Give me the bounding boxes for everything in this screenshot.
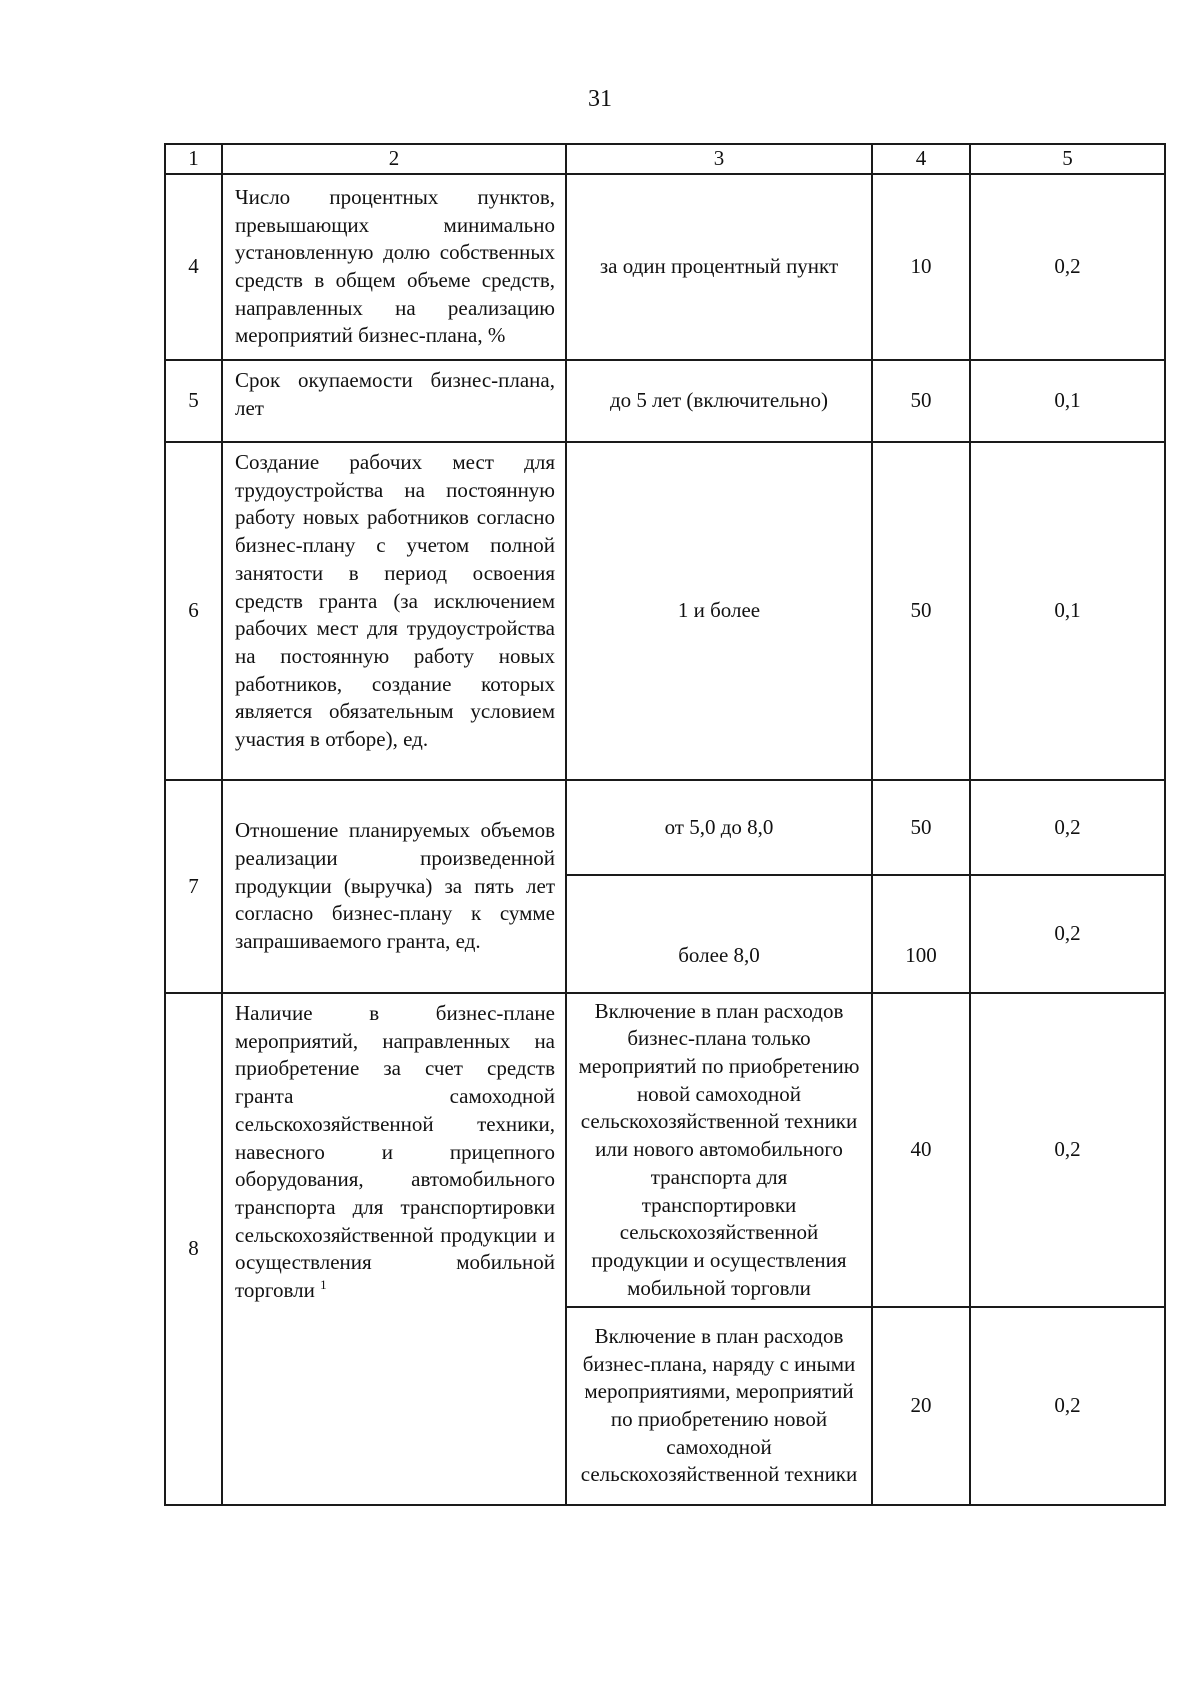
weight-cell: 0,2 (970, 875, 1165, 993)
score-cell: 50 (872, 442, 970, 780)
weight-cell: 0,2 (970, 1307, 1165, 1505)
score-cell: 50 (872, 360, 970, 442)
page-number: 31 (588, 86, 612, 112)
condition-cell: Включение в план расходов бизнес-плана, наряду с иными мероприятиями, мероприятий по приобретению новой самоходной сельскохозяйственной техники (566, 1307, 872, 1505)
row-number: 4 (165, 174, 222, 360)
criteria-table (164, 143, 1166, 1506)
header-row (165, 144, 1165, 174)
table-row (165, 780, 1165, 875)
table-row (165, 442, 1165, 780)
score-cell: 100 (872, 875, 970, 993)
condition-cell: более 8,0 (566, 875, 872, 993)
header-cell-3: 3 (566, 144, 872, 174)
weight-cell: 0,2 (970, 174, 1165, 360)
header-cell-4: 4 (872, 144, 970, 174)
row-number: 8 (165, 993, 222, 1505)
score-cell: 10 (872, 174, 970, 360)
score-cell: 50 (872, 780, 970, 875)
condition-cell: от 5,0 до 8,0 (566, 780, 872, 875)
weight-cell: 0,1 (970, 360, 1165, 442)
criterion-cell: Создание рабочих мест для трудоустройства на постоянную работу новых работников согласно бизнес-плану с учетом полной занятости в период освоения средств гранта (за исключением рабочих мест для трудоустройства на постоянную работу новых работников, создание которых является обязательным условием участия в отборе), ед. (222, 442, 566, 780)
condition-cell: 1 и более (566, 442, 872, 780)
header-cell-1: 1 (165, 144, 222, 174)
row-number: 6 (165, 442, 222, 780)
row-number: 7 (165, 780, 222, 993)
weight-cell: 0,2 (970, 993, 1165, 1307)
criterion-cell (222, 993, 566, 1505)
table-row (165, 174, 1165, 360)
criterion-cell: Число процентных пунктов, превышающих минимально установленную долю собственных средств в общем объеме средств, направленных на реализацию мероприятий бизнес-плана, % (222, 174, 566, 360)
condition-cell: до 5 лет (включительно) (566, 360, 872, 442)
criterion-cell: Срок окупаемости бизнес-плана, лет (222, 360, 566, 442)
weight-cell: 0,2 (970, 780, 1165, 875)
table-row (165, 360, 1165, 442)
score-cell: 40 (872, 993, 970, 1307)
condition-cell: Включение в план расходов бизнес-плана только мероприятий по приобретению новой самоходной сельскохозяйственной техники или нового автомобильного транспорта для транспортировки сельскохозяйственной продукции и осуществления мобильной торговли (566, 993, 872, 1307)
criterion-cell: Отношение планируемых объемов реализации произведенной продукции (выручка) за пять лет согласно бизнес-плану к сумме запрашиваемого гранта, ед. (222, 780, 566, 993)
row-number: 5 (165, 360, 222, 442)
header-cell-2: 2 (222, 144, 566, 174)
weight-cell: 0,1 (970, 442, 1165, 780)
table-row (165, 993, 1165, 1307)
condition-cell: за один процентный пункт (566, 174, 872, 360)
criterion-text: Наличие в бизнес-плане мероприятий, направленных на приобретение за счет средств гранта самоходной сельскохозяйственной техники, навесного и прицепного оборудования, автомобильного транспорта для транспортировки сельскохозяйственной продукции и осуществления мобильной торговли (235, 1001, 555, 1303)
header-cell-5: 5 (970, 144, 1165, 174)
score-cell: 20 (872, 1307, 970, 1505)
footnote-mark: 1 (320, 1277, 327, 1293)
